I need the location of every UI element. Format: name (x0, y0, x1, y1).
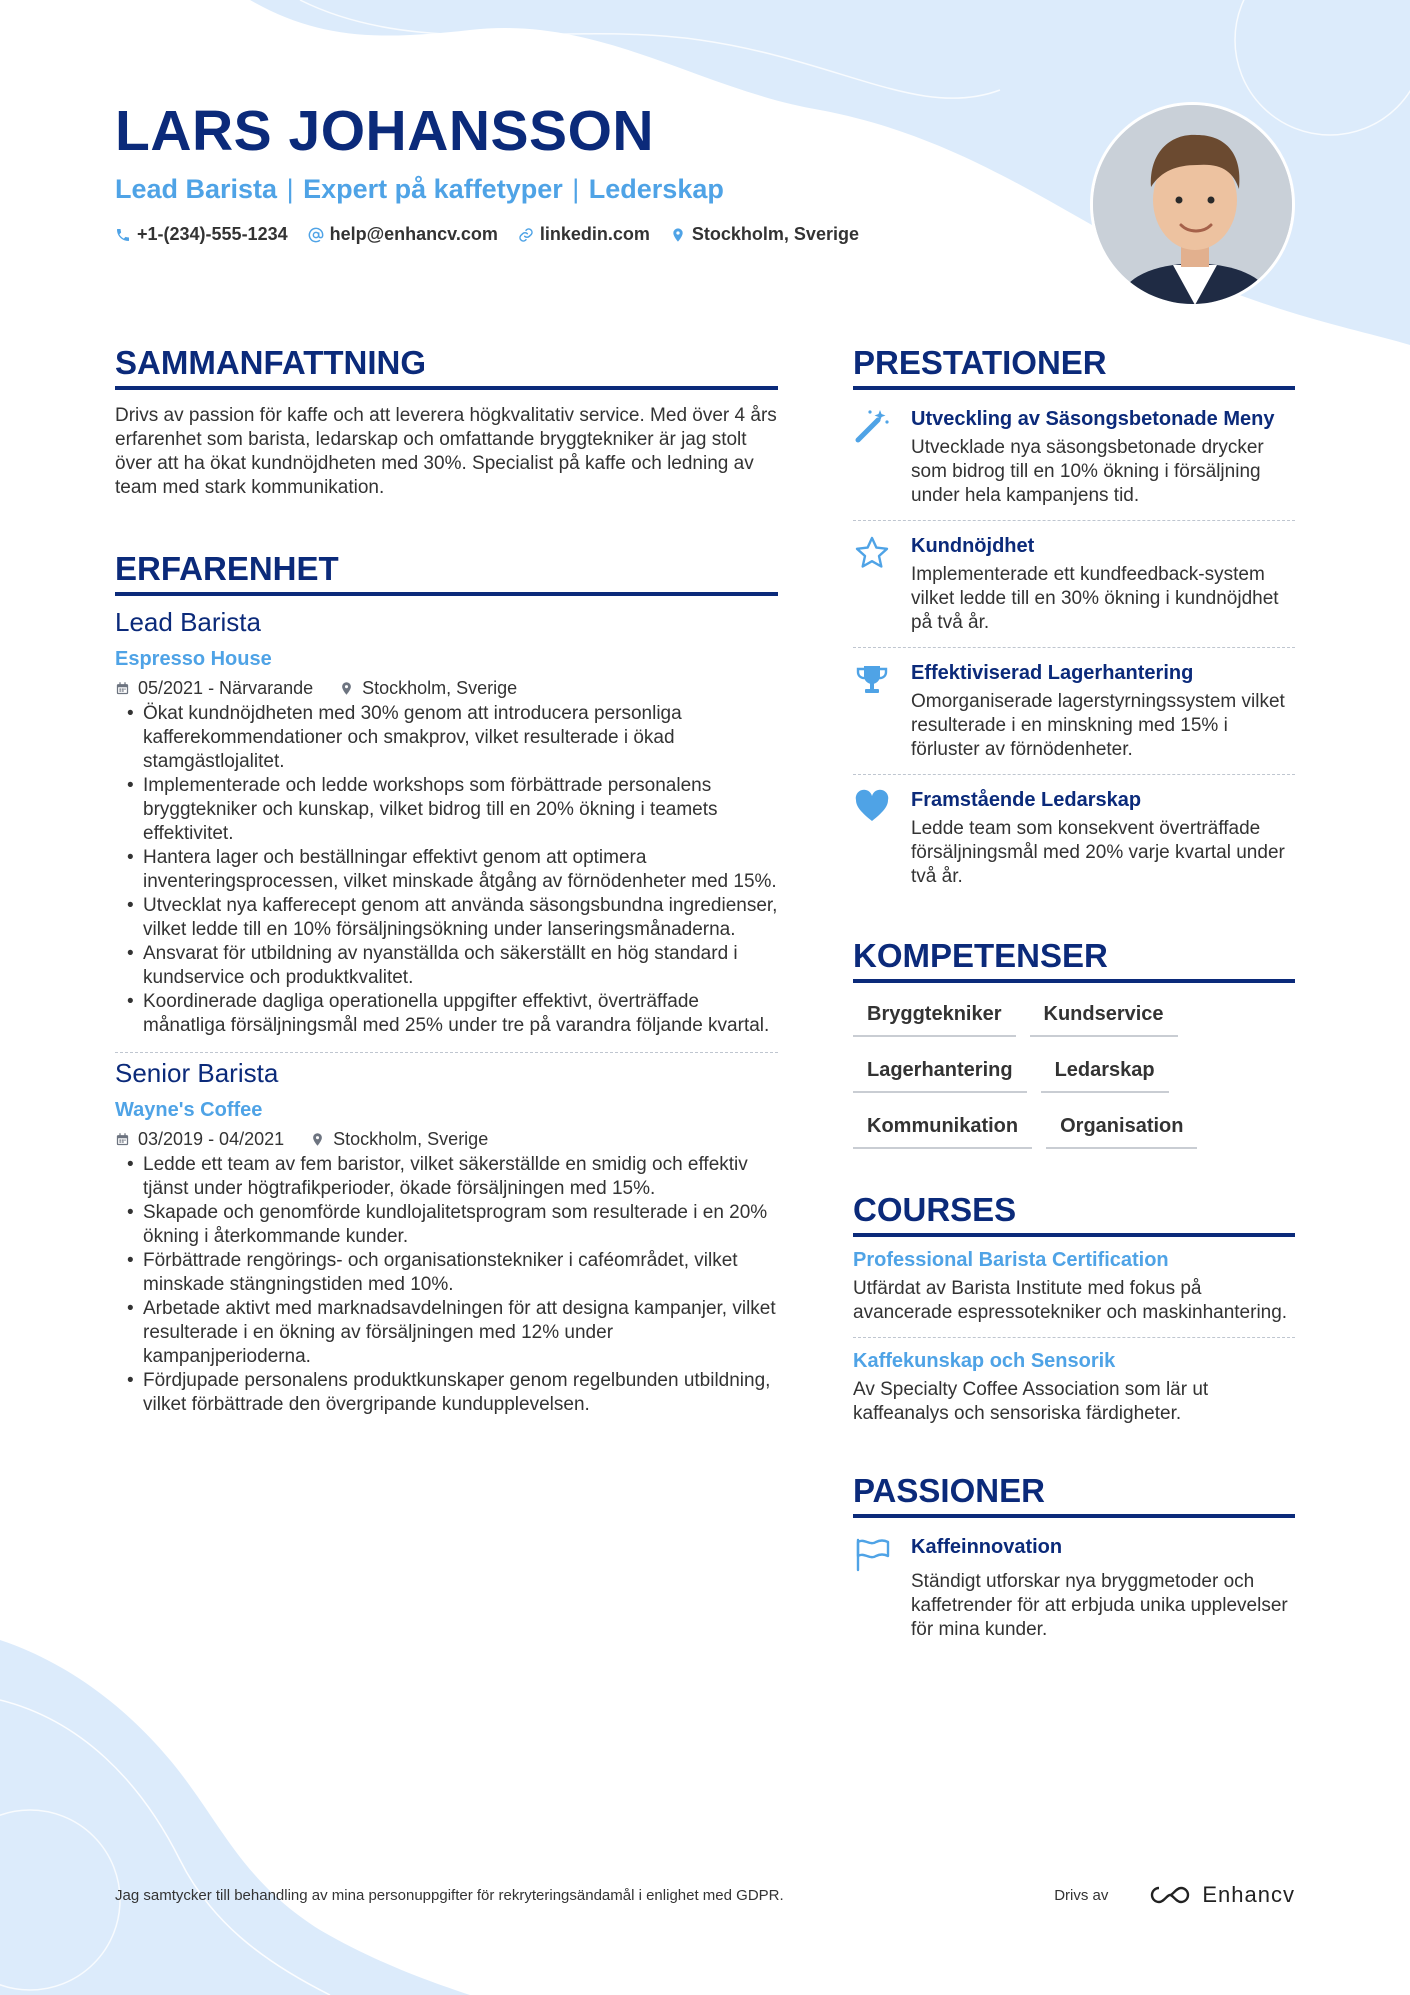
divider (853, 774, 1295, 775)
contact-email[interactable] (308, 224, 498, 245)
course-desc: Av Specialty Coffee Association som lär ut kaffeanalys och sensoriska färdigheter. (853, 1379, 1209, 1424)
powered-by: Drivs av (1054, 1886, 1109, 1904)
job-entry (115, 1057, 778, 1417)
phone-icon (115, 227, 131, 243)
title-part: Lederskap (588, 174, 724, 204)
location-text: Stockholm, Sverige (691, 224, 859, 244)
skills-section (853, 935, 1295, 1149)
bullet-item: • Hantera lager och beställningar effektivt genom att optimera inventeringsprocessen, vilket minskade åtgång av förnödenheter med 15%. (115, 846, 778, 894)
enhancv-logo[interactable] (1148, 1882, 1295, 1908)
bullet-item: • Ökat kundnöjdheten med 30% genom att introducera personliga kafferekommendationer och smakprov, vilket resulterade i ökad stamgästlojalitet. (115, 702, 778, 774)
job-dates (115, 676, 313, 700)
divider (853, 647, 1295, 648)
infinity-logo-icon (1148, 1884, 1192, 1906)
job-bullets (115, 702, 778, 1038)
heart-icon (854, 789, 890, 825)
skill-tag: Bryggtekniker (853, 991, 1016, 1037)
skill-tag: Kommunikation (853, 1103, 1032, 1149)
title-part: Expert på kaffetyper (303, 174, 563, 204)
right-column (853, 342, 1295, 1654)
calendar-icon (115, 1132, 130, 1147)
course-title: Kaffekunskap och Sensorik (853, 1350, 1116, 1372)
job-location-text: Stockholm, Sverige (362, 678, 518, 698)
bullet-item: • Skapade och genomförde kundlojalitetsprogram som resulterade i en 20% ökning i återkommande kunder. (115, 1201, 778, 1249)
job-bullets (115, 1153, 778, 1417)
experience-section (115, 548, 778, 1417)
achievement-item (853, 527, 1295, 647)
bullet-item: • Förbättrade rengörings- och organisationstekniker i caféområdet, vilket minskade stängningstiden med 10%. (115, 1249, 778, 1297)
email-text: help@enhancv.com (329, 224, 498, 244)
summary-heading: SAMMANFATTNING (115, 342, 778, 390)
left-column (115, 342, 778, 1417)
course-item (853, 1348, 1295, 1426)
location-pin-icon (310, 1132, 325, 1147)
contact-row (115, 224, 1015, 245)
skill-tag: Lagerhantering (853, 1047, 1027, 1093)
bullet-item: • Arbetade aktivt med marknadsavdelningen för att designa kampanjer, vilket resulterade i en ökning av försäljningen med 12% under kampanjperioderna. (115, 1297, 778, 1369)
divider (853, 1337, 1295, 1338)
achievement-desc: Omorganiserade lagerstyrningssystem vilket resulterade i en minskning med 15% i förluster av förnödenheter. (911, 691, 1285, 760)
job-dates-text: 03/2019 - 04/2021 (138, 1129, 285, 1149)
achievement-desc: Implementerade ett kundfeedback-system vilket ledde till en 30% ökning i kundnöjdhet på två år. (911, 564, 1279, 633)
achievement-desc: Ledde team som konsekvent överträffade försäljningsmål med 20% varje kvartal under två år. (911, 818, 1285, 887)
location-pin-icon (670, 227, 686, 243)
at-icon (308, 227, 324, 243)
skill-tag: Kundservice (1030, 991, 1178, 1037)
courses-section (853, 1189, 1295, 1426)
achievement-item (853, 781, 1295, 901)
bullet-item: • Ledde ett team av fem baristor, vilket säkerställde en smidig och effektiv tjänst under högtrafikperioder, ökade försäljningen med 15%. (115, 1153, 778, 1201)
courses-heading: COURSES (853, 1189, 1295, 1237)
passions-section (853, 1470, 1295, 1654)
achievement-item (853, 400, 1295, 520)
bullet-item: • Ansvarat för utbildning av nyanställda och säkerställt en hög standard i kundservice och produktkvalitet. (115, 942, 778, 990)
page-footer (115, 1882, 1295, 1908)
experience-heading: ERFARENHET (115, 548, 778, 596)
course-item (853, 1247, 1295, 1325)
summary-text: Drivs av passion för kaffe och att leverera högkvalitativ service. Med över 4 års erfarenhet som barista, ledarskap och omfattande bryggtekniker är jag stolt över att ha ökat kundnöjdheten med 30%. Specialist på kaffe och ledning av team med stark kommunikation. (115, 405, 777, 498)
bullet-item: • Fördjupade personalens produktkunskaper genom regelbunden utbildning, vilket förbättrade den övergripande kundupplevelsen. (115, 1369, 778, 1417)
course-title: Professional Barista Certification (853, 1249, 1169, 1271)
title-separator: | (572, 174, 580, 204)
location-pin-icon (339, 681, 354, 696)
magic-wand-icon (854, 408, 890, 444)
job-company[interactable]: Wayne's Coffee (115, 1099, 263, 1121)
passion-title: Kaffeinnovation (911, 1536, 1063, 1558)
link-icon (518, 227, 534, 243)
summary-section (115, 342, 778, 500)
job-location-text: Stockholm, Sverige (333, 1129, 489, 1149)
job-location (310, 1127, 488, 1151)
avatar-illustration (1093, 105, 1295, 307)
job-dates-text: 05/2021 - Närvarande (138, 678, 314, 698)
job-meta (115, 1127, 778, 1151)
calendar-icon (115, 681, 130, 696)
job-role: Lead Barista (115, 607, 261, 637)
passion-desc: Ständigt utforskar nya bryggmetoder och kaffetrender för att erbjuda unika upplevelser för mina kunder. (911, 1571, 1288, 1640)
contact-phone[interactable] (115, 224, 288, 245)
linkedin-text: linkedin.com (539, 224, 650, 244)
divider (853, 520, 1295, 521)
title-separator: | (286, 174, 294, 204)
job-entry (115, 606, 778, 1038)
flag-icon (854, 1536, 890, 1572)
achievement-title: Utveckling av Säsongsbetonade Meny (911, 408, 1275, 430)
achievement-item (853, 654, 1295, 774)
contact-location (670, 224, 859, 245)
title-part: Lead Barista (115, 174, 278, 204)
bullet-item: • Koordinerade dagliga operationella uppgifter effektivt, överträffade månatliga försäljningsmål med 25% under tre på varandra följande kvartal. (115, 990, 778, 1038)
job-meta (115, 676, 778, 700)
passions-heading: PASSIONER (853, 1470, 1295, 1518)
job-dates (115, 1127, 284, 1151)
achievements-heading: PRESTATIONER (853, 342, 1295, 390)
resume-header (115, 98, 1015, 245)
achievement-title: Kundnöjdhet (911, 535, 1035, 557)
bullet-item: • Utvecklat nya kafferecept genom att använda säsongsbundna ingredienser, vilket ledde till en 10% försäljningsökning under lanseringsmånaderna. (115, 894, 778, 942)
trophy-icon (854, 662, 890, 698)
profile-photo (1090, 102, 1295, 307)
achievement-title: Framstående Ledarskap (911, 789, 1142, 811)
achievement-title: Effektiviserad Lagerhantering (911, 662, 1194, 684)
gdpr-consent: Jag samtycker till behandling av mina personuppgifter för rekryteringsändamål i enlighet med GDPR. (115, 1886, 784, 1904)
passion-item (853, 1528, 1295, 1654)
achievements-section (853, 342, 1295, 901)
skills-heading: KOMPETENSER (853, 935, 1295, 983)
job-location (339, 676, 517, 700)
bullet-item: • Implementerade och ledde workshops som förbättrade personalens bryggtekniker och kunskap, vilket bidrog till en 20% ökning i teamets effektivitet. (115, 774, 778, 846)
divider (115, 1052, 778, 1053)
skills-list (853, 991, 1295, 1149)
achievement-desc: Utvecklade nya säsongsbetonade drycker som bidrog till en 10% ökning i försäljning under hela kampanjens tid. (911, 437, 1264, 506)
course-desc: Utfärdat av Barista Institute med fokus på avancerade espressotekniker och maskinhantering. (853, 1278, 1288, 1323)
candidate-title (115, 172, 1015, 206)
job-role: Senior Barista (115, 1058, 279, 1088)
skill-tag: Ledarskap (1041, 1047, 1169, 1093)
phone-text: +1-(234)-555-1234 (137, 224, 288, 244)
brand-name: Enhancv (1202, 1882, 1295, 1907)
star-icon (854, 535, 890, 571)
job-company[interactable]: Espresso House (115, 648, 272, 670)
contact-linkedin[interactable] (518, 224, 650, 245)
candidate-name: LARS JOHANSSON (115, 99, 655, 163)
skill-tag: Organisation (1046, 1103, 1197, 1149)
